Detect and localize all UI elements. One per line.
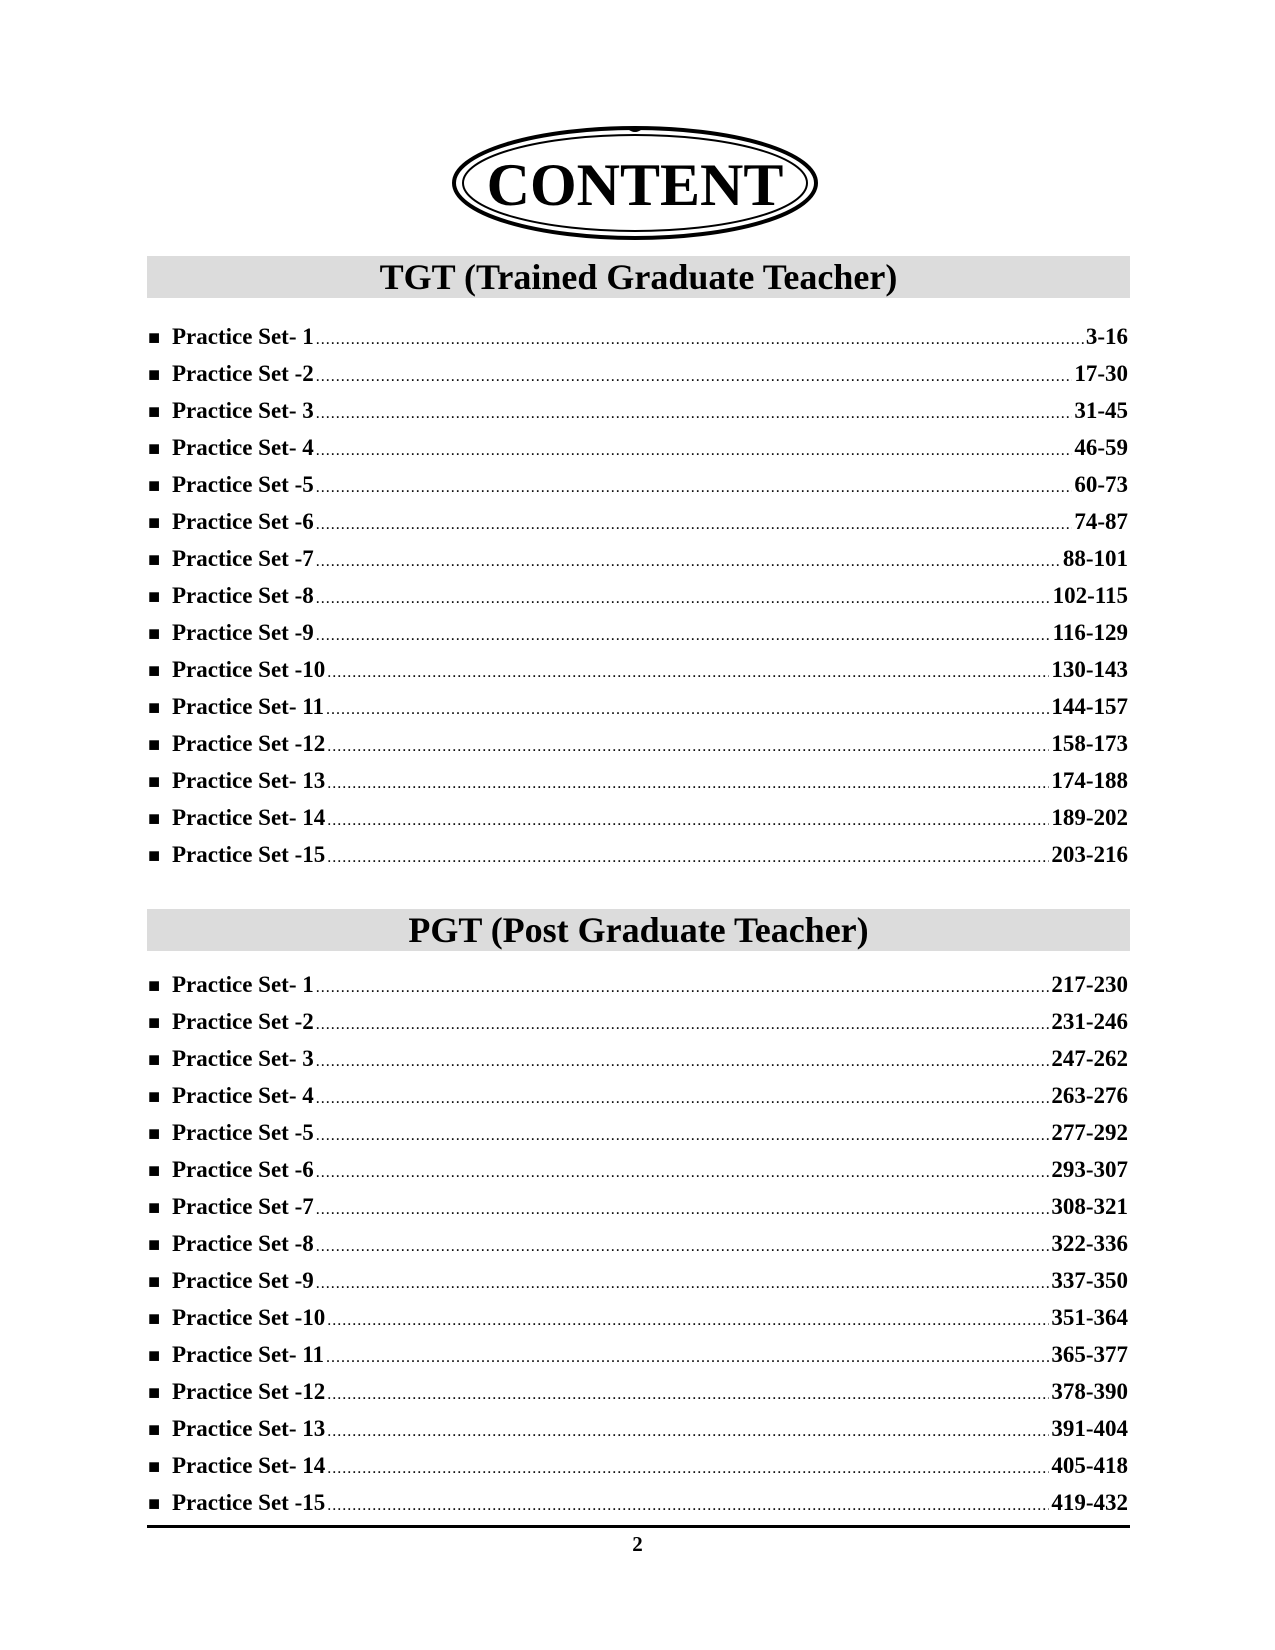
toc-entry [148, 688, 1128, 725]
square-bullet-icon: ■ [148, 1456, 161, 1478]
toc-entry-label: Practice Set -2 [172, 361, 314, 386]
toc-entry-pages: 247-262 [1051, 1046, 1128, 1071]
dot-leader [327, 765, 1049, 802]
square-bullet-icon: ■ [148, 808, 161, 830]
toc-entry [148, 1299, 1128, 1336]
toc-entry-label: Practice Set -9 [172, 620, 314, 645]
toc-entry-label: Practice Set- 4 [172, 435, 314, 460]
square-bullet-icon: ■ [148, 1419, 161, 1441]
toc-entry-pages: 405-418 [1051, 1453, 1128, 1478]
square-bullet-icon: ■ [148, 623, 161, 645]
toc-entry-pages: 130-143 [1051, 657, 1128, 682]
dot-leader [316, 617, 1051, 654]
toc-entry [148, 1151, 1128, 1188]
square-bullet-icon: ■ [148, 401, 161, 423]
toc-entry-label: Practice Set -7 [172, 1194, 314, 1219]
toc-entry [148, 466, 1128, 503]
square-bullet-icon: ■ [148, 1086, 161, 1108]
dot-leader [316, 543, 1061, 580]
toc-entry-label: Practice Set -6 [172, 1157, 314, 1182]
toc-entry-pages: 378-390 [1051, 1379, 1128, 1404]
toc-entry-pages: 231-246 [1051, 1009, 1128, 1034]
dot-leader [326, 1339, 1049, 1376]
toc-entry [148, 651, 1128, 688]
toc-entry-label: Practice Set -10 [172, 657, 326, 682]
toc-entry-label: Practice Set- 13 [172, 768, 326, 793]
dot-leader [327, 802, 1049, 839]
toc-entry [148, 429, 1128, 466]
toc-entry-pages: 144-157 [1051, 694, 1128, 719]
toc-entry [148, 1225, 1128, 1262]
toc-entry-pages: 337-350 [1051, 1268, 1128, 1293]
dot-leader [316, 432, 1073, 469]
page-title: CONTENT [486, 152, 784, 218]
toc-entry [148, 1077, 1128, 1114]
toc-entry [148, 966, 1128, 1003]
toc-entry-pages: 293-307 [1051, 1157, 1128, 1182]
toc-entry [148, 614, 1128, 651]
toc-entry [148, 1336, 1128, 1373]
toc-entry [148, 725, 1128, 762]
toc-entry-label: Practice Set -2 [172, 1009, 314, 1034]
toc-entry-label: Practice Set- 11 [172, 1342, 324, 1367]
toc-entry [148, 1040, 1128, 1077]
toc-entry-pages: 277-292 [1051, 1120, 1128, 1145]
dot-leader [316, 1006, 1050, 1043]
toc-entry-pages: 203-216 [1051, 842, 1128, 867]
dot-leader [327, 1413, 1049, 1450]
toc-entry-label: Practice Set -5 [172, 1120, 314, 1145]
toc-entry [148, 1410, 1128, 1447]
toc-entry-pages: 46-59 [1074, 435, 1128, 460]
square-bullet-icon: ■ [148, 1012, 161, 1034]
toc-entry [148, 1484, 1128, 1521]
toc-entry-label: Practice Set- 14 [172, 805, 326, 830]
footer-rule [147, 1525, 1130, 1528]
dot-leader [327, 654, 1049, 691]
dot-leader [316, 395, 1073, 432]
square-bullet-icon: ■ [148, 586, 161, 608]
dot-leader [316, 1080, 1050, 1117]
toc-entry-pages: 308-321 [1051, 1194, 1128, 1219]
section-heading-tgt: TGT (Trained Graduate Teacher) [147, 256, 1130, 298]
square-bullet-icon: ■ [148, 660, 161, 682]
toc-entry [148, 1447, 1128, 1484]
square-bullet-icon: ■ [148, 1345, 161, 1367]
toc-entry-label: Practice Set- 4 [172, 1083, 314, 1108]
dot-leader [316, 469, 1073, 506]
square-bullet-icon: ■ [148, 1123, 161, 1145]
dot-leader [316, 1265, 1050, 1302]
toc-entry-label: Practice Set- 11 [172, 694, 324, 719]
square-bullet-icon: ■ [148, 549, 161, 571]
toc-entry-label: Practice Set- 14 [172, 1453, 326, 1478]
toc-entry-pages: 174-188 [1051, 768, 1128, 793]
square-bullet-icon: ■ [148, 475, 161, 497]
toc-entry-pages: 189-202 [1051, 805, 1128, 830]
dot-leader [327, 728, 1049, 765]
toc-entry-pages: 74-87 [1074, 509, 1128, 534]
toc-entry [148, 1003, 1128, 1040]
dot-leader [316, 321, 1084, 358]
dot-leader [316, 1043, 1050, 1080]
dot-leader [316, 506, 1073, 543]
square-bullet-icon: ■ [148, 1493, 161, 1515]
toc-entry-pages: 60-73 [1074, 472, 1128, 497]
toc-entry-pages: 88-101 [1062, 546, 1128, 571]
content-title-emblem [450, 124, 820, 242]
square-bullet-icon: ■ [148, 734, 161, 756]
section-heading-pgt: PGT (Post Graduate Teacher) [147, 909, 1130, 951]
toc-entry-pages: 102-115 [1052, 583, 1128, 608]
page-number: 2 [632, 1532, 643, 1556]
toc-entry-label: Practice Set- 1 [172, 324, 314, 349]
toc-entry-label: Practice Set -7 [172, 546, 314, 571]
toc-entry-pages: 31-45 [1074, 398, 1128, 423]
square-bullet-icon: ■ [148, 697, 161, 719]
toc-entry-pages: 351-364 [1051, 1305, 1128, 1330]
toc-entry [148, 836, 1128, 873]
square-bullet-icon: ■ [148, 512, 161, 534]
toc-entry [148, 762, 1128, 799]
toc-list-tgt [148, 318, 1128, 873]
square-bullet-icon: ■ [148, 1271, 161, 1293]
toc-entry-pages: 116-129 [1052, 620, 1128, 645]
toc-entry-pages: 365-377 [1051, 1342, 1128, 1367]
square-bullet-icon: ■ [148, 1382, 161, 1404]
toc-entry-pages: 3-16 [1085, 324, 1128, 349]
dot-leader [327, 1450, 1049, 1487]
toc-entry-pages: 217-230 [1051, 972, 1128, 997]
dot-leader [327, 1487, 1049, 1524]
toc-entry-pages: 17-30 [1074, 361, 1128, 386]
square-bullet-icon: ■ [148, 364, 161, 386]
square-bullet-icon: ■ [148, 1308, 161, 1330]
square-bullet-icon: ■ [148, 1049, 161, 1071]
dot-leader [316, 1117, 1050, 1154]
toc-entry-label: Practice Set -12 [172, 1379, 326, 1404]
toc-entry-label: Practice Set -12 [172, 731, 326, 756]
toc-entry [148, 392, 1128, 429]
toc-entry-label: Practice Set- 1 [172, 972, 314, 997]
toc-entry [148, 1262, 1128, 1299]
square-bullet-icon: ■ [148, 975, 161, 997]
toc-entry [148, 1373, 1128, 1410]
toc-entry-pages: 391-404 [1051, 1416, 1128, 1441]
toc-entry-pages: 322-336 [1051, 1231, 1128, 1256]
toc-entry-label: Practice Set- 3 [172, 398, 314, 423]
dot-leader [316, 1154, 1050, 1191]
toc-entry [148, 355, 1128, 392]
toc-entry-label: Practice Set -8 [172, 1231, 314, 1256]
toc-entry-label: Practice Set -15 [172, 842, 326, 867]
toc-entry-label: Practice Set -15 [172, 1490, 326, 1515]
toc-entry [148, 799, 1128, 836]
dot-leader [327, 1302, 1049, 1339]
toc-entry-pages: 419-432 [1051, 1490, 1128, 1515]
square-bullet-icon: ■ [148, 1197, 161, 1219]
toc-entry-label: Practice Set -6 [172, 509, 314, 534]
dot-leader [316, 358, 1073, 395]
toc-entry [148, 1188, 1128, 1225]
toc-entry-label: Practice Set -9 [172, 1268, 314, 1293]
square-bullet-icon: ■ [148, 1160, 161, 1182]
square-bullet-icon: ■ [148, 845, 161, 867]
dot-leader [316, 1191, 1050, 1228]
square-bullet-icon: ■ [148, 327, 161, 349]
dot-leader [327, 1376, 1049, 1413]
toc-entry-label: Practice Set- 3 [172, 1046, 314, 1071]
toc-entry [148, 503, 1128, 540]
dot-leader [316, 1228, 1050, 1265]
toc-entry-pages: 263-276 [1051, 1083, 1128, 1108]
dot-leader [327, 839, 1049, 876]
square-bullet-icon: ■ [148, 1234, 161, 1256]
toc-entry-label: Practice Set -10 [172, 1305, 326, 1330]
toc-entry [148, 540, 1128, 577]
toc-entry [148, 577, 1128, 614]
square-bullet-icon: ■ [148, 771, 161, 793]
toc-list-pgt [148, 966, 1128, 1521]
toc-entry [148, 1114, 1128, 1151]
dot-leader [326, 691, 1049, 728]
square-bullet-icon: ■ [148, 438, 161, 460]
toc-entry-label: Practice Set -8 [172, 583, 314, 608]
toc-entry-pages: 158-173 [1051, 731, 1128, 756]
dot-leader [316, 580, 1051, 617]
toc-entry-label: Practice Set- 13 [172, 1416, 326, 1441]
dot-leader [316, 969, 1050, 1006]
toc-entry [148, 318, 1128, 355]
toc-entry-label: Practice Set -5 [172, 472, 314, 497]
